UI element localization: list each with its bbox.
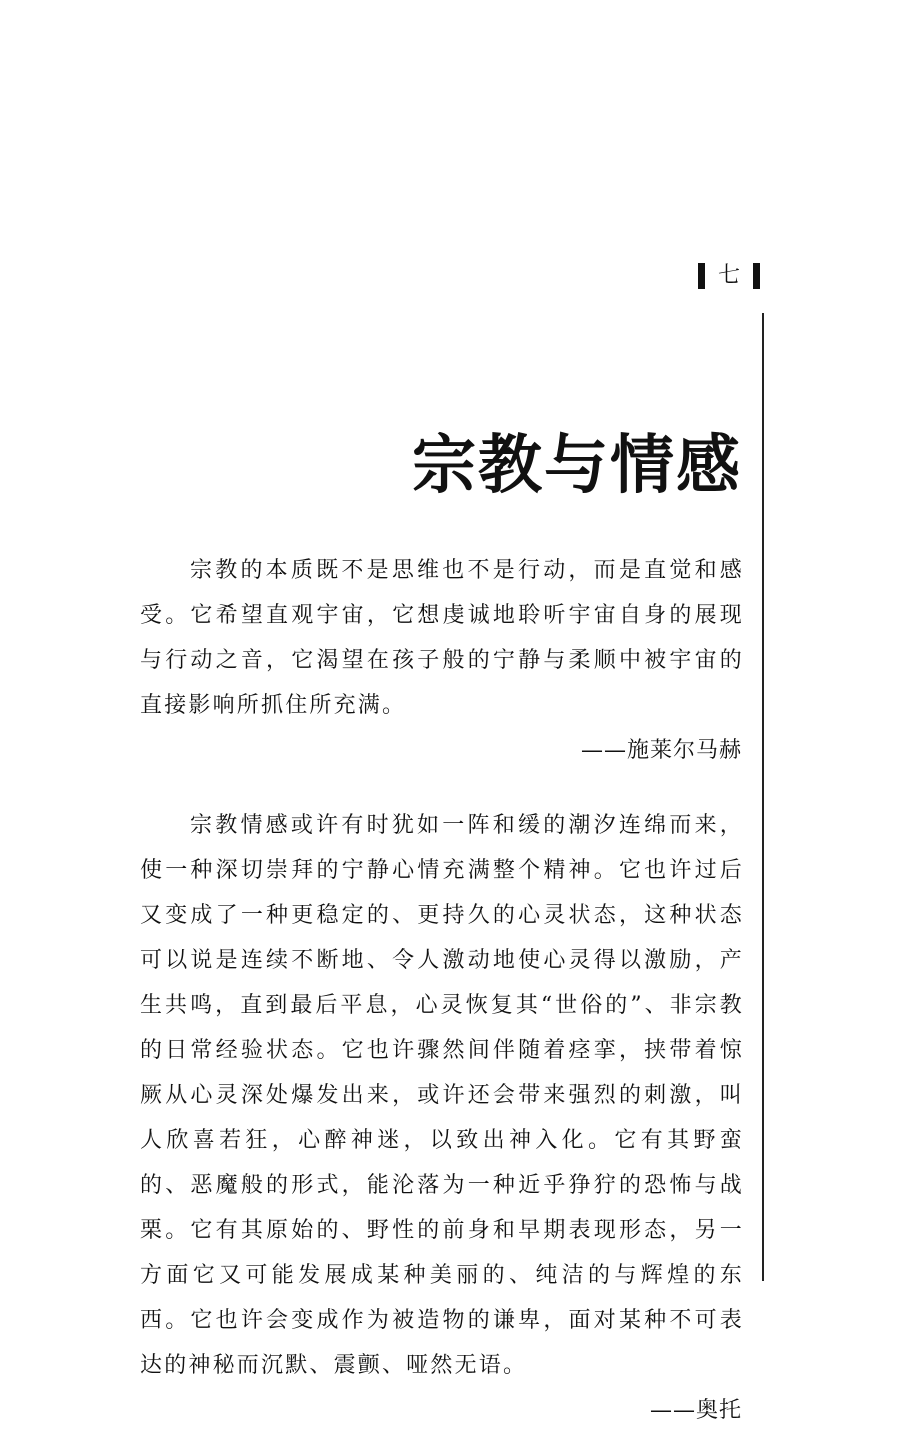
chapter-content [140,548,744,1433]
quote-paragraph: 宗教的本质既不是思维也不是行动，而是直觉和感受。它希望直观宇宙，它想虔诚地聆听宇宙自身的展现与行动之音，它渴望在孩子般的宁静与柔顺中被宇宙的直接影响所抓住所充满。 [140,558,744,718]
quote-paragraph: 宗教情感或许有时犹如一阵和缓的潮汐连绵而来，使一种深切崇拜的宁静心情充满整个精神。它也许过后又变成了一种更稳定的、更持久的心灵状态，这种状态可以说是连续不断地、令人激动地使心灵得以激励，产生共鸣，直到最后平息，心灵恢复其“世俗的”、非宗教的日常经验状态。它也许骤然间伴随着痉挛，挟带着惊厥从心灵深处爆发出来，或许还会带来强烈的刺激，叫人欣喜若狂，心醉神迷，以致出神入化。它有其野蛮的、恶魔般的形式，能沦落为一种近乎狰狞的恐怖与战栗。它有其原始的、野性的前身和早期表现形态，另一方面它又可能发展成某种美丽的、纯洁的与辉煌的东西。它也许会变成作为被造物的谦卑，面对某种不可表达的神秘而沉默、震颤、哑然无语。 [140,813,744,1378]
quote-attribution: ——奥托 [649,1398,742,1423]
vertical-rule [762,313,764,1281]
chapter-title: 宗教与情感 [412,428,742,503]
chapter-marker [698,262,760,290]
chapter-number: 七 [717,263,740,288]
chapter-bar-right [753,263,760,289]
chapter-bar-left [698,263,705,289]
quote-attribution: ——施莱尔马赫 [580,738,742,763]
